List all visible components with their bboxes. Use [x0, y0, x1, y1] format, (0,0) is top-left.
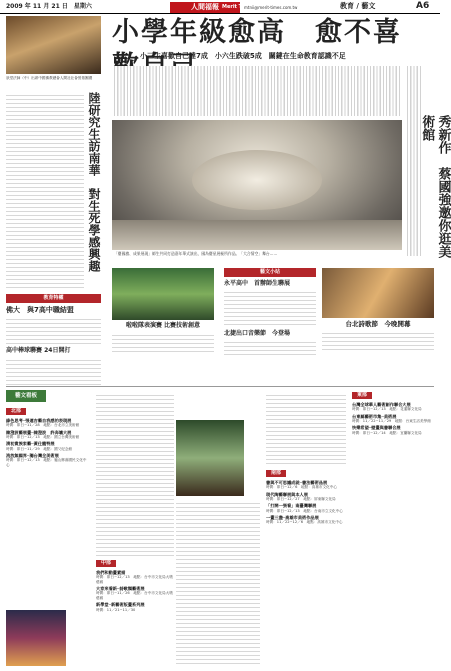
- center-photo-caption: 「慶國旗、成果展現」師生共同打造嘉年華式演出，國為慶星展極所作品。「大合情空」舞台……: [114, 251, 278, 256]
- north-list: [6, 418, 90, 606]
- vertical-title-left: 陸研究生訪南華 對生死學感興趣: [87, 92, 101, 272]
- list-item: 大家來看新─詩歌類藝術展 時間：即日∼11／26 地點：台中市文化局大墩藝廊: [96, 586, 173, 600]
- arts-news-body1: [224, 289, 316, 327]
- news-corner-title2: 高中棒球聯賽 24日開打: [6, 347, 71, 354]
- contact-email: mtnii@merit-times.com.tw: [244, 5, 298, 10]
- section-label: 教育 / 藝文: [340, 2, 376, 10]
- left-photo-caption: 狀堂法師（中）出席中國佛教總會人間社社會營基團禮: [6, 76, 93, 80]
- cheer-caption-body: [112, 332, 214, 352]
- cheer-photo: [112, 268, 214, 320]
- arts-news-title2: 北捷出口音樂節 今登場: [224, 330, 291, 337]
- news-corner-body2: [6, 357, 101, 385]
- list-item: 現代陶藝聯展與本人展 時間：即日∼12／27 地點：屏東縣文化局: [266, 491, 336, 501]
- calendar-photo-center: [176, 420, 244, 496]
- list-item: 陳澄波藝展畫─陳澄波 許奔壤大展 時間：即日∼12／13 地點：國立台灣美術館: [6, 429, 80, 439]
- list-item: 台東縣藝術市集─美術展 時間：11／22∼11／29 地點：台東生活美學館: [352, 413, 431, 423]
- list-item: 流放無國界─獨台灣全美術展 時間：即日∼12／13 地點：龜山鄉壽國民文化中心: [6, 453, 87, 467]
- page-number: A6: [416, 1, 430, 11]
- logo-text: 人間福報: [191, 3, 219, 11]
- arts-news-title1: 永平高中 首辦師生聯展: [224, 280, 291, 287]
- south-list: [266, 480, 346, 666]
- logo-english: Merit Times: [222, 4, 256, 10]
- region-north: 北部: [6, 408, 26, 415]
- news-corner-body: [6, 316, 101, 344]
- region-central: 中部: [96, 560, 116, 567]
- list-item: 清初貴族家藝─黃仕龍特展 時間：即日∼11／29 地點：國父紀念館: [6, 441, 73, 451]
- section-divider: [6, 386, 434, 387]
- article-body-main: [112, 66, 402, 116]
- calendar-bar: 藝文看板: [6, 390, 46, 402]
- sub-headline: 小三生喜歡自己達7成 小六生跌破5成 關鍵在生命教育認識不足: [140, 52, 346, 60]
- south-upper-listings: [266, 392, 346, 466]
- list-item: 我們和動畫素描 時間：即日∼12／13 地點：台中市文化局大墩藝廊: [96, 570, 173, 584]
- arts-news-body2: [224, 339, 316, 355]
- calendar-photo-left: [6, 610, 66, 666]
- news-corner-title: 佛大 與7高中職結盟: [6, 306, 74, 314]
- list-item: 書與不可思議成就─書法藝術品展 時間：即日∼12／6 地點：高雄市文化中心: [266, 480, 337, 490]
- list-item: 台灣全球華人藝術創作聯合大展 時間：即日∼12／13 地點：花蓮縣文化局: [352, 402, 422, 412]
- poetry-photo: [322, 268, 434, 318]
- sculpture-shape: [192, 150, 322, 210]
- news-corner-bar: 教育特權: [6, 294, 101, 303]
- center-photo: [112, 120, 402, 250]
- arts-news-bar: 藝文小站: [224, 268, 316, 277]
- left-photo: [6, 16, 101, 74]
- region-east: 東部: [352, 392, 372, 399]
- main-headline: 小學年級愈高 愈不喜: [112, 17, 402, 48]
- issue-date: 2009 年 11 月 21 日 星期六: [6, 3, 92, 10]
- poetry-caption-title: 台北詩歌節 今晚開幕: [345, 320, 411, 328]
- list-item: 快樂希望─壁畫與書聯合展 時間：即日∼12／14 地點：宜蘭縣文化局: [352, 425, 422, 435]
- cheer-caption: 啦啦隊表演賽 比賽技術創意: [125, 322, 201, 329]
- article-body-left: [6, 92, 84, 290]
- poetry-caption-body: [322, 330, 434, 350]
- floor-shape: [112, 220, 402, 250]
- center-listings: [176, 500, 260, 666]
- list-item: 「打開一張看」南臺灣聯展 時間：即日∼12／13 地點：台南市立文化中心: [266, 503, 343, 513]
- central-list: [96, 570, 174, 666]
- central-upper-listings: [96, 392, 174, 556]
- list-item: 綠色思考─張連吉藝自我感的表現展 時間：即日∼11／28 地點：台北市立美術館: [6, 418, 80, 428]
- region-south: 南部: [266, 470, 286, 477]
- list-item: 一畫三盡─高雄市美術作品展 時間：11／22∼12／6 地點：高雄市文化中心: [266, 515, 343, 525]
- list-item: 新學堂─新藝術版畫系列展 時間：11／21∼11／30: [96, 602, 145, 612]
- east-list: [352, 402, 434, 666]
- right-vertical-title: 秀新作 蔡國強邀你逛美術館: [419, 115, 451, 258]
